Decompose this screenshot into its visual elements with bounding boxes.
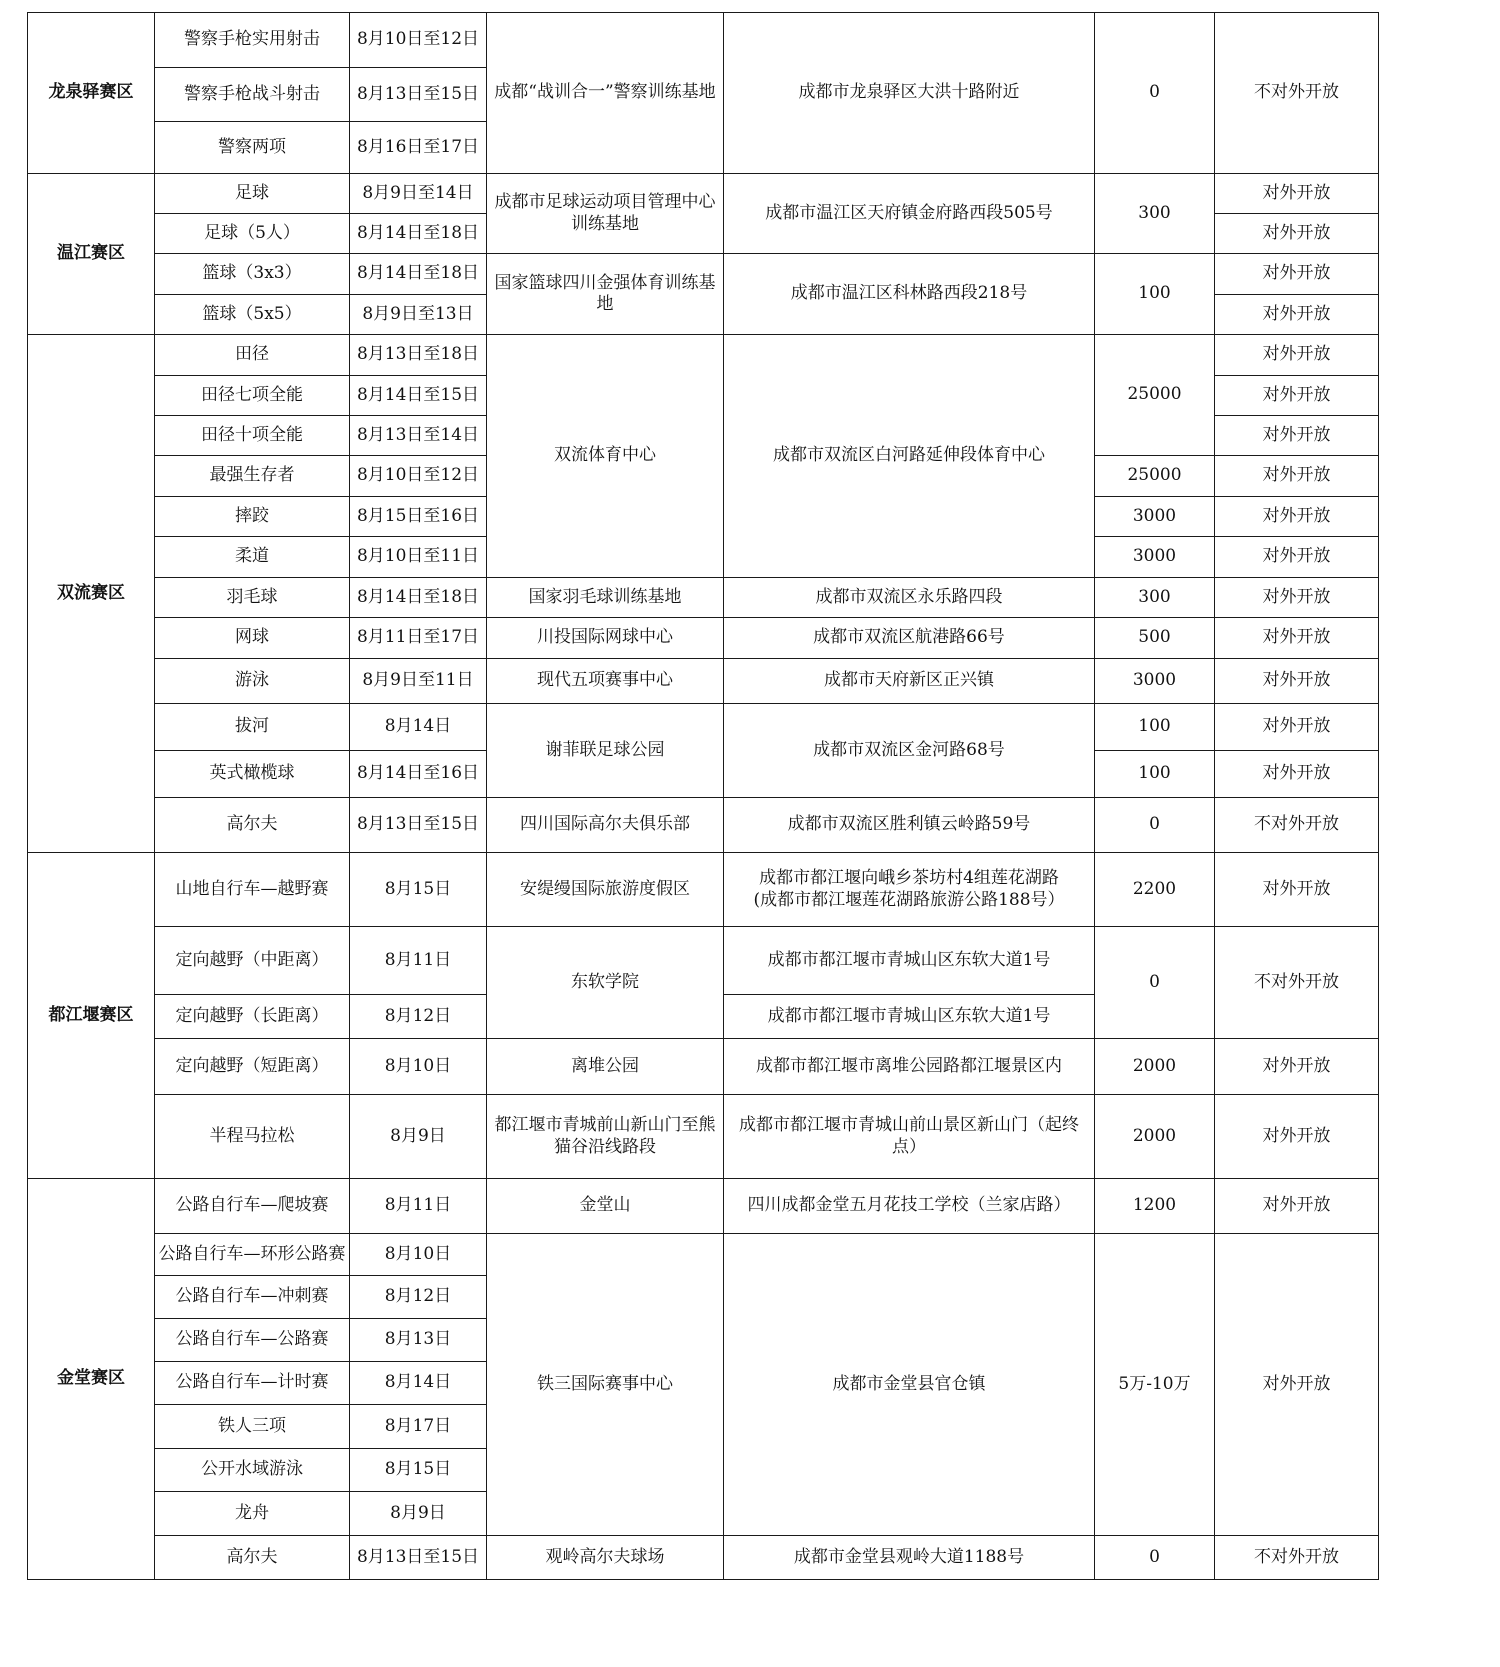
table-row <box>28 798 1379 853</box>
event-cell: 英式橄榄球 <box>155 751 350 798</box>
address-cell: 成都市都江堰市青城山区东软大道1号 <box>724 995 1095 1039</box>
capacity-cell: 1200 <box>1095 1179 1215 1234</box>
date-cell: 8月17日 <box>350 1405 487 1449</box>
event-cell: 警察手枪实用射击 <box>155 13 350 68</box>
date-cell: 8月10日至12日 <box>350 13 487 68</box>
capacity-cell: 3000 <box>1095 497 1215 537</box>
table-row <box>28 335 1379 376</box>
capacity-cell: 0 <box>1095 927 1215 1039</box>
address-line: 成都市都江堰向峨乡茶坊村4组莲花湖路 <box>759 868 1059 889</box>
zone-cell: 双流赛区 <box>28 335 155 853</box>
date-cell: 8月10日至12日 <box>350 456 487 497</box>
event-cell: 篮球（3x3） <box>155 254 350 295</box>
venue-cell: 四川国际高尔夫俱乐部 <box>487 798 724 853</box>
venue-cell: 安缇缦国际旅游度假区 <box>487 853 724 927</box>
venue-cell: 国家羽毛球训练基地 <box>487 578 724 618</box>
address-cell: 成都市天府新区正兴镇 <box>724 659 1095 704</box>
venue-cell: 成都市足球运动项目管理中心训练基地 <box>487 174 724 254</box>
status-cell: 对外开放 <box>1215 537 1379 578</box>
event-cell: 柔道 <box>155 537 350 578</box>
date-cell: 8月11日 <box>350 1179 487 1234</box>
event-cell: 羽毛球 <box>155 578 350 618</box>
date-cell: 8月12日 <box>350 1276 487 1319</box>
capacity-cell: 0 <box>1095 13 1215 174</box>
event-cell: 高尔夫 <box>155 1536 350 1580</box>
date-cell: 8月15日 <box>350 1449 487 1492</box>
address-cell: 成都市都江堰市青城山区东软大道1号 <box>724 927 1095 995</box>
capacity-cell: 2200 <box>1095 853 1215 927</box>
date-cell: 8月14日至15日 <box>350 376 487 416</box>
address-cell: 成都市温江区天府镇金府路西段505号 <box>724 174 1095 254</box>
venue-cell: 都江堰市青城前山新山门至熊猫谷沿线路段 <box>487 1095 724 1179</box>
date-cell: 8月15日 <box>350 853 487 927</box>
event-cell: 警察手枪战斗射击 <box>155 68 350 122</box>
address-cell: 成都市温江区科林路西段218号 <box>724 254 1095 335</box>
status-cell: 对外开放 <box>1215 751 1379 798</box>
venue-cell: 离堆公园 <box>487 1039 724 1095</box>
event-cell: 铁人三项 <box>155 1405 350 1449</box>
event-cell: 定向越野（中距离） <box>155 927 350 995</box>
zone-cell: 温江赛区 <box>28 174 155 335</box>
status-cell: 对外开放 <box>1215 659 1379 704</box>
zone-cell: 金堂赛区 <box>28 1179 155 1580</box>
address-cell: 成都市双流区金河路68号 <box>724 704 1095 798</box>
event-cell: 高尔夫 <box>155 798 350 853</box>
event-cell: 足球（5人） <box>155 214 350 254</box>
status-cell: 对外开放 <box>1215 1095 1379 1179</box>
date-cell: 8月14日至18日 <box>350 578 487 618</box>
table-row <box>28 1234 1379 1276</box>
date-cell: 8月14日 <box>350 704 487 751</box>
event-cell: 定向越野（长距离） <box>155 995 350 1039</box>
table-row <box>28 704 1379 751</box>
table-row <box>28 1536 1379 1580</box>
status-cell: 对外开放 <box>1215 618 1379 659</box>
date-cell: 8月15日至16日 <box>350 497 487 537</box>
date-cell: 8月11日 <box>350 927 487 995</box>
event-cell: 公路自行车—爬坡赛 <box>155 1179 350 1234</box>
event-cell: 拔河 <box>155 704 350 751</box>
date-cell: 8月13日至18日 <box>350 335 487 376</box>
venue-cell: 现代五项赛事中心 <box>487 659 724 704</box>
capacity-cell: 5万-10万 <box>1095 1234 1215 1536</box>
capacity-cell: 25000 <box>1095 456 1215 497</box>
status-cell: 不对外开放 <box>1215 798 1379 853</box>
date-cell: 8月10日 <box>350 1039 487 1095</box>
address-cell: 成都市都江堰市青城山前山景区新山门（起终点） <box>724 1095 1095 1179</box>
capacity-cell: 3000 <box>1095 659 1215 704</box>
address-cell: 成都市金堂县官仓镇 <box>724 1234 1095 1536</box>
status-cell: 对外开放 <box>1215 1039 1379 1095</box>
capacity-cell: 100 <box>1095 704 1215 751</box>
status-cell: 不对外开放 <box>1215 927 1379 1039</box>
event-cell: 公路自行车—环形公路赛 <box>155 1234 350 1276</box>
status-cell: 对外开放 <box>1215 416 1379 456</box>
date-cell: 8月9日 <box>350 1492 487 1536</box>
venue-cell: 川投国际网球中心 <box>487 618 724 659</box>
table-row <box>28 1179 1379 1234</box>
venue-cell: 成都“战训合一”警察训练基地 <box>487 13 724 174</box>
status-cell: 对外开放 <box>1215 335 1379 376</box>
capacity-cell: 2000 <box>1095 1039 1215 1095</box>
table-row <box>28 618 1379 659</box>
date-cell: 8月13日至15日 <box>350 798 487 853</box>
status-cell: 对外开放 <box>1215 497 1379 537</box>
venue-cell: 国家篮球四川金强体育训练基地 <box>487 254 724 335</box>
date-cell: 8月13日至14日 <box>350 416 487 456</box>
date-cell: 8月9日至13日 <box>350 295 487 335</box>
status-cell: 对外开放 <box>1215 704 1379 751</box>
status-cell: 对外开放 <box>1215 1234 1379 1536</box>
address-cell: 成都市双流区永乐路四段 <box>724 578 1095 618</box>
venue-cell: 金堂山 <box>487 1179 724 1234</box>
table-row <box>28 174 1379 214</box>
date-cell: 8月14日至18日 <box>350 254 487 295</box>
date-cell: 8月11日至17日 <box>350 618 487 659</box>
table-row <box>28 1039 1379 1095</box>
address-cell: 四川成都金堂五月花技工学校（兰家店路） <box>724 1179 1095 1234</box>
venue-cell: 双流体育中心 <box>487 335 724 578</box>
date-cell: 8月14日至16日 <box>350 751 487 798</box>
date-cell: 8月10日 <box>350 1234 487 1276</box>
table-row <box>28 254 1379 295</box>
address-line: (成都市都江堰莲花湖路旅游公路188号） <box>753 889 1065 910</box>
status-cell: 对外开放 <box>1215 214 1379 254</box>
event-cell: 公路自行车—冲刺赛 <box>155 1276 350 1319</box>
venue-cell: 谢菲联足球公园 <box>487 704 724 798</box>
capacity-cell: 25000 <box>1095 335 1215 456</box>
date-cell: 8月13日 <box>350 1319 487 1362</box>
table-row <box>28 927 1379 995</box>
event-cell: 公路自行车—公路赛 <box>155 1319 350 1362</box>
event-cell: 田径十项全能 <box>155 416 350 456</box>
status-cell: 对外开放 <box>1215 853 1379 927</box>
event-cell: 足球 <box>155 174 350 214</box>
event-cell: 游泳 <box>155 659 350 704</box>
date-cell: 8月9日至11日 <box>350 659 487 704</box>
status-cell: 对外开放 <box>1215 456 1379 497</box>
venue-schedule-table <box>27 12 1379 1580</box>
date-cell: 8月12日 <box>350 995 487 1039</box>
date-cell: 8月10日至11日 <box>350 537 487 578</box>
event-cell: 田径 <box>155 335 350 376</box>
capacity-cell: 0 <box>1095 1536 1215 1580</box>
capacity-cell: 500 <box>1095 618 1215 659</box>
address-cell: 成都市龙泉驿区大洪十路附近 <box>724 13 1095 174</box>
status-cell: 对外开放 <box>1215 376 1379 416</box>
date-cell: 8月16日至17日 <box>350 122 487 174</box>
venue-cell: 东软学院 <box>487 927 724 1039</box>
address-cell: 成都市双流区胜利镇云岭路59号 <box>724 798 1095 853</box>
capacity-cell: 3000 <box>1095 537 1215 578</box>
capacity-cell: 300 <box>1095 174 1215 254</box>
status-cell: 对外开放 <box>1215 174 1379 214</box>
event-cell: 网球 <box>155 618 350 659</box>
table-row <box>28 578 1379 618</box>
capacity-cell: 0 <box>1095 798 1215 853</box>
table-row <box>28 1095 1379 1179</box>
event-cell: 公路自行车—计时赛 <box>155 1362 350 1405</box>
date-cell: 8月9日至14日 <box>350 174 487 214</box>
event-cell: 公开水域游泳 <box>155 1449 350 1492</box>
status-cell: 不对外开放 <box>1215 13 1379 174</box>
date-cell: 8月13日至15日 <box>350 1536 487 1580</box>
venue-cell: 观岭高尔夫球场 <box>487 1536 724 1580</box>
address-cell: 成都市金堂县观岭大道1188号 <box>724 1536 1095 1580</box>
status-cell: 不对外开放 <box>1215 1536 1379 1580</box>
date-cell: 8月14日 <box>350 1362 487 1405</box>
address-cell: 成都市都江堰市离堆公园路都江堰景区内 <box>724 1039 1095 1095</box>
status-cell: 对外开放 <box>1215 295 1379 335</box>
zone-cell: 都江堰赛区 <box>28 853 155 1179</box>
event-cell: 警察两项 <box>155 122 350 174</box>
capacity-cell: 100 <box>1095 751 1215 798</box>
status-cell: 对外开放 <box>1215 578 1379 618</box>
table-row <box>28 853 1379 927</box>
capacity-cell: 300 <box>1095 578 1215 618</box>
status-cell: 对外开放 <box>1215 1179 1379 1234</box>
date-cell: 8月9日 <box>350 1095 487 1179</box>
status-cell: 对外开放 <box>1215 254 1379 295</box>
event-cell: 半程马拉松 <box>155 1095 350 1179</box>
venue-cell: 铁三国际赛事中心 <box>487 1234 724 1536</box>
address-cell: 成都市双流区白河路延伸段体育中心 <box>724 335 1095 578</box>
capacity-cell: 2000 <box>1095 1095 1215 1179</box>
event-cell: 篮球（5x5） <box>155 295 350 335</box>
zone-cell: 龙泉驿赛区 <box>28 13 155 174</box>
address-cell: 成都市双流区航港路66号 <box>724 618 1095 659</box>
event-cell: 摔跤 <box>155 497 350 537</box>
date-cell: 8月13日至15日 <box>350 68 487 122</box>
capacity-cell: 100 <box>1095 254 1215 335</box>
event-cell: 定向越野（短距离） <box>155 1039 350 1095</box>
table-row <box>28 659 1379 704</box>
address-cell <box>724 853 1095 927</box>
event-cell: 田径七项全能 <box>155 376 350 416</box>
date-cell: 8月14日至18日 <box>350 214 487 254</box>
table-row <box>28 13 1379 68</box>
event-cell: 山地自行车—越野赛 <box>155 853 350 927</box>
event-cell: 龙舟 <box>155 1492 350 1536</box>
event-cell: 最强生存者 <box>155 456 350 497</box>
